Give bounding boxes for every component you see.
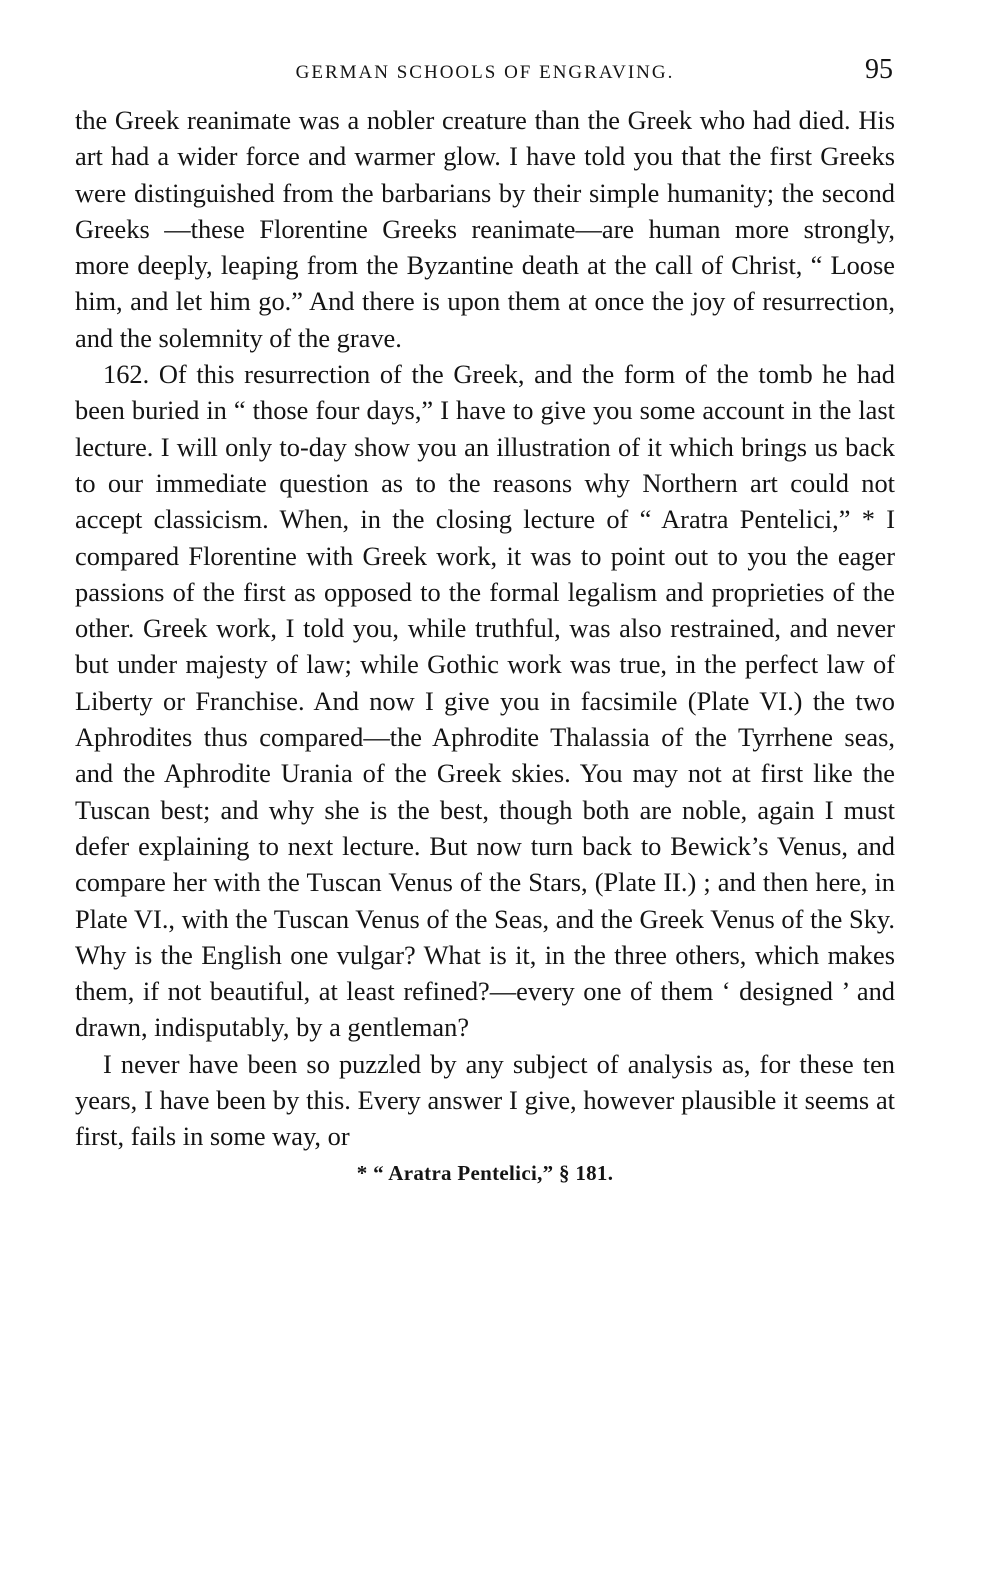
paragraph-162: 162. Of this resurrection of the Greek, and the form of the tomb he had been buried in “ those four days,” I have to give you some account in the last lecture. I will only to-day show you an illustration of it which brings us back to our immediate question as to the reasons why Northern art could not accept classicism. When, in the closing lecture of “ Aratra Pentelici,” * I compared Florentine with Greek work, it was to point out to you the eager passions of the first as opposed to the formal legalism and proprieties of the other. Greek work, I told you, while truthful, was also restrained, and never but under majesty of law; while Gothic work was true, in the perfect law of Liberty or Franchise. And now I give you in facsimile (Plate VI.) the two Aphrodites thus compared—the Aphrodite Thalassia of the Tyrrhene seas, and the Aphrodite Urania of the Greek skies. You may not at first like the Tuscan best; and why she is the best, though both are noble, again I must defer explaining to next lecture. But now turn back to Bewick’s Venus, and compare her with the Tuscan Venus of the Stars, (Plate II.) ; and then here, in Plate VI., with the Tuscan Venus of the Seas, and the Greek Venus of the Sky. Why is the English one vulgar? What is it, in the three others, which makes them, if not beautiful, at least refined?—every one of them ‘ designed ’ and drawn, indisputably, by a gentleman? (75, 359, 895, 1043)
running-head (75, 56, 895, 96)
page-number: 95 (865, 54, 893, 85)
paragraph-continued: the Greek reanimate was a nobler creature than the Greek who had died. His art had a wider force and warmer glow. I have told you that the first Greeks were distinguished from the barbarians by their simple humanity; the second Greeks —these Florentine Greeks reanimate—are human more strongly, more deeply, leaping from the Byzantine death at the call of Christ, “ Loose him, and let him go.” And there is upon them at once the joy of resurrection, and the solemnity of the grave. (75, 105, 895, 353)
body-text (75, 102, 895, 1155)
footnote: * “ Aratra Pentelici,” § 181. (356, 1160, 614, 1185)
book-page (75, 56, 895, 1186)
paragraph-closing: I never have been so puzzled by any subject of analysis as, for these ten years, I have been by this. Every answer I give, however plausible it seems at first, fails in some way, or (75, 1048, 895, 1152)
running-title: GERMAN SCHOOLS OF ENGRAVING. (295, 62, 675, 83)
